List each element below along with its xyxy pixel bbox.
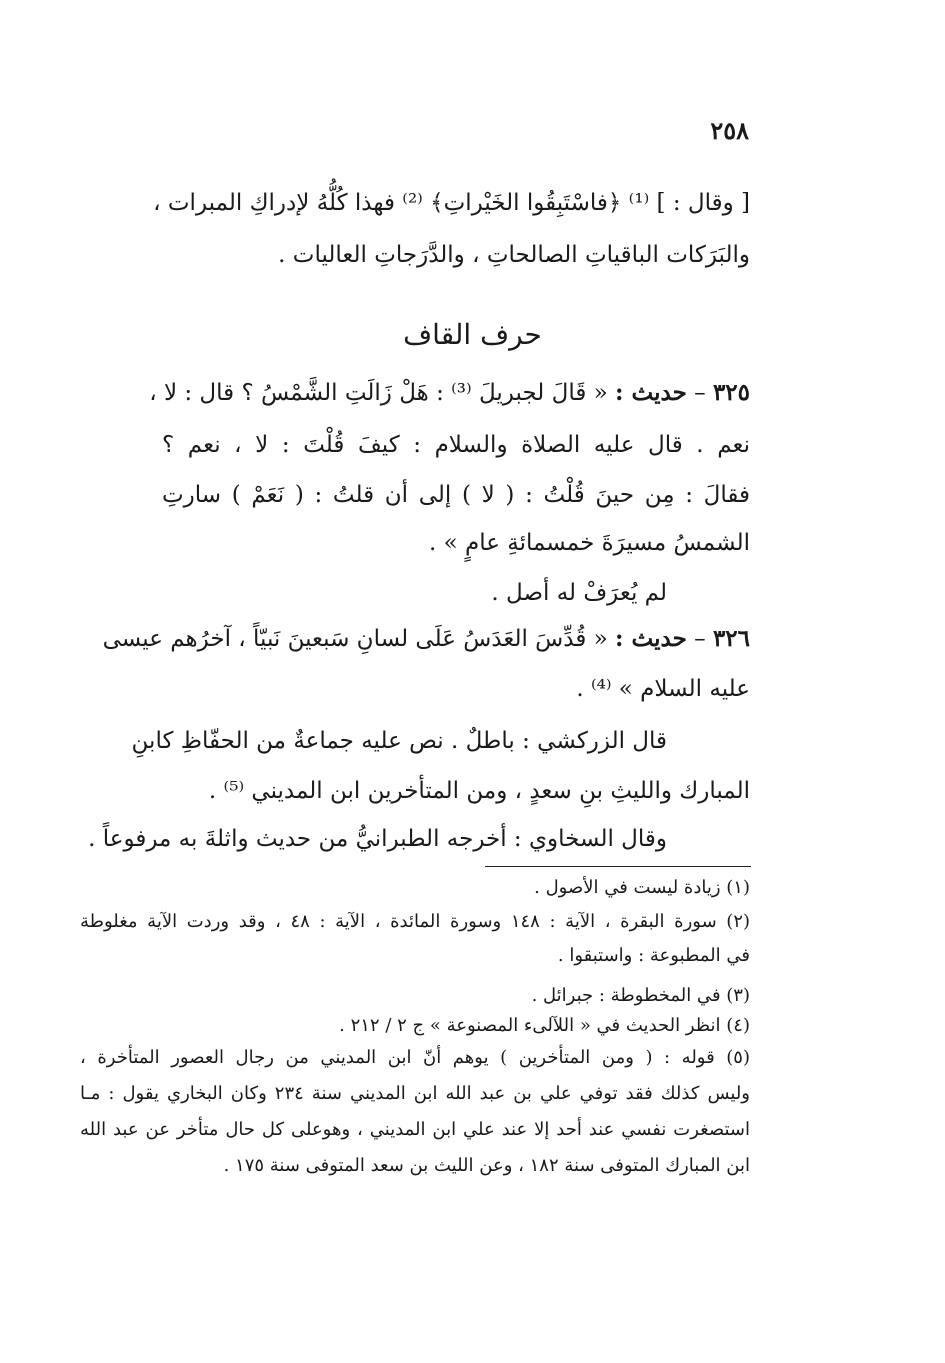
footnote-5-line-1: (٥) قوله : ( ومن المتأخرين ) يوهم أنّ ابن المديني من رجال العصور المتأخرة ، (80, 1047, 750, 1068)
page-number: ٢٥٨ (710, 116, 749, 145)
footnote-5-line-3: استصغرت نفسي عند أحد إلا عند علي ابن المديني ، وهوعلى كل حال متأخر عن عبد الله (80, 1119, 750, 1140)
section-title: حرف القاف (403, 318, 542, 351)
footnote-1: (١) زيادة ليست في الأصول . (534, 877, 750, 898)
footnote-5-line-2: وليس كذلك فقد توفي علي بن عبد الله ابن المديني سنة ٢٣٤ وكان البخاري يقول : مـا (80, 1083, 750, 1104)
sakhawi-line: وقال السخاوي : أخرجه الطبرانيُّ من حديث واثلةَ به مرفوعاً . (88, 826, 667, 852)
hadith-326-line-1 (102, 624, 750, 654)
zarkashi-line-2: المبارك والليثِ بنِ سعدٍ ، ومن المتأخرين ابن المديني ⁽⁵⁾ . (208, 778, 750, 804)
zarkashi-line-1: قال الزركشي : باطلٌ . نص عليه جماعةٌ من الحفّاظِ كابنِ (131, 728, 667, 754)
hadith-325-line-2: نعم . قال عليه الصلاة والسلام : كيفَ قُلْتَ : لا ، نعم ؟ (162, 432, 750, 458)
hadith-325-verdict: لم يُعرَفْ له أصل . (491, 580, 667, 606)
hadith-325-text-1: « قَالَ لجبريلَ ⁽³⁾ : هَلْ زَالَتِ الشَّمْسُ ؟ قال : لا ، (149, 380, 608, 406)
footnote-divider (485, 866, 751, 867)
hadith-326-text-1: « قُدِّسَ العَدَسُ عَلَى لسانِ سَبعينَ نَبيّاً ، آخرُهم عيسى (102, 626, 608, 652)
footnote-2-line-1: (٢) سورة البقرة ، الآية : ١٤٨ وسورة المائدة ، الآية : ٤٨ ، وقد وردت الآية مغلوطة (80, 911, 751, 932)
intro-line-1: [ وقال : ] ⁽¹⁾ ﴿فاسْتَبِقُوا الخَيْراتِ﴾ ⁽²⁾ فهذا كُلُّهُ لإدراكِ المبرات ، (153, 190, 750, 216)
footnote-3: (٣) في المخطوطة : جبرائل . (531, 985, 750, 1006)
hadith-325-line-3: فقالَ : مِن حينَ قُلْتُ : ( لا ) إلى أن قلتُ : ( نَعَمْ ) سارتِ (162, 482, 750, 508)
intro-line-2: والبَرَكات الباقياتِ الصالحاتِ ، والدَّرَجاتِ العاليات . (278, 242, 750, 268)
footnote-2-line-2: في المطبوعة : واستبقوا . (557, 945, 750, 966)
hadith-325-line-1 (149, 378, 750, 408)
hadith-326-keyword: حديث : (615, 625, 687, 652)
hadith-326-dash: – (694, 626, 706, 652)
hadith-326-number: ٣٢٦ (712, 625, 750, 652)
hadith-325-keyword: حديث : (615, 379, 687, 406)
hadith-326-line-2: عليه السلام » ⁽⁴⁾ . (576, 676, 750, 702)
footnote-5-line-4: ابن المبارك المتوفى سنة ١٨٢ ، وعن الليث بن سعد المتوفى سنة ١٧٥ . (223, 1155, 750, 1176)
hadith-325-dash: – (694, 380, 706, 406)
hadith-325-number: ٣٢٥ (712, 379, 750, 406)
footnote-4: (٤) انظر الحديث في « اللآلىء المصنوعة » ج ٢ / ٢١٢ . (339, 1015, 750, 1036)
hadith-325-line-4: الشمسُ مسيرَةَ خمسمائةِ عامٍ » . (428, 530, 750, 556)
